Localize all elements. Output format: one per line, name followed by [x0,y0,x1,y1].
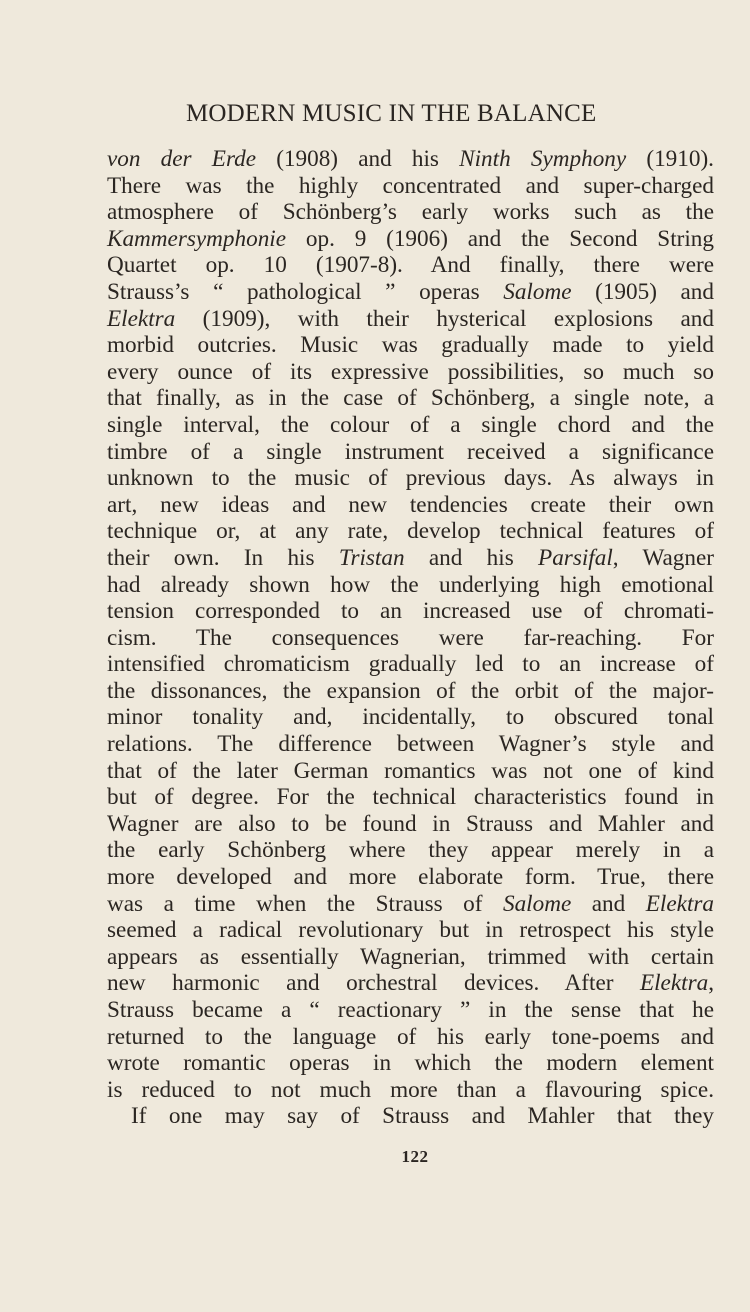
text-segment: intensified chromaticism gradually led to an increase of [107,651,714,678]
text-line [107,758,714,785]
text-line [107,306,714,333]
text-line [107,146,714,173]
text-line [107,492,714,519]
text-line [107,572,714,599]
text-segment: There was the highly concentrated and super-charged [107,172,714,199]
italic-title: Elektra [107,305,176,332]
body-text [107,146,714,1130]
italic-title: Elektra [645,890,714,917]
text-line [107,944,714,971]
text-line [107,811,714,838]
text-segment: every ounce of its expressive possibilities, so much so [107,358,714,385]
text-line [107,1050,714,1077]
text-segment: relations. The difference between Wagner’s style and [107,731,714,758]
text-segment: op. 9 (1906) and the Second String [286,225,714,252]
text-segment: that of the later German romantics was not one of kind [107,757,714,784]
text-segment: Strauss became a “ reactionary ” in the sense that he [107,997,714,1023]
text-line [107,173,714,200]
text-segment: but of degree. For the technical characteristics found in [107,784,714,811]
text-segment: was a time when the Strauss of [107,890,503,917]
text-segment: art, new ideas and new tendencies create their own [107,491,714,518]
text-line [107,651,714,678]
italic-title: Tristan [338,544,405,571]
text-segment: had already shown how the underlying high emotional [107,571,714,598]
text-segment: , [708,970,714,997]
text-line [107,199,714,226]
text-line [107,625,714,652]
text-line [107,1024,714,1051]
text-segment: appears as essentially Wagnerian, trimmed with certain [107,943,714,970]
text-line [107,678,714,705]
text-segment: minor tonality and, incidentally, to obscured tonal [107,704,714,731]
text-line [107,917,714,944]
text-segment: is reduced to not much more than a flavouring spice. [107,1076,714,1103]
text-segment: unknown to the music of previous days. As always in [107,465,714,492]
text-segment: returned to the language of his early tone-poems and [107,1023,714,1050]
text-line [107,332,714,359]
text-segment: and [571,890,646,917]
italic-title: Salome [503,278,572,305]
text-line [107,279,714,306]
page-number: 122 [401,1147,429,1166]
text-segment: atmosphere of Schönberg’s early works such as the [107,199,714,226]
text-line [107,837,714,864]
text-segment: If one may say of Strauss and Mahler that they [131,1103,714,1130]
text-line [107,598,714,625]
text-segment: (1905) and [571,278,714,305]
text-line [107,891,714,918]
text-segment: more developed and more elaborate form. True, there [107,864,714,891]
text-segment: Strauss’s “ pathological ” operas [107,278,504,305]
text-segment: (1908) and his [256,146,460,172]
italic-title: von der Erde [107,146,256,172]
text-line [107,1103,714,1130]
text-segment: the early Schönberg where they appear merely in a [107,837,714,864]
text-segment: technique or, at any rate, develop technical features of [107,518,714,545]
text-segment: timbre of a single instrument received a significance [107,438,714,465]
text-segment: and his [404,544,539,571]
text-segment: that finally, as in the case of Schönberg, a single note, a [107,385,714,412]
text-segment: (1910). [626,146,714,172]
text-segment: cism. The consequences were far-reaching. For [107,624,714,651]
text-line [107,385,714,412]
text-segment: the dissonances, the expansion of the orbit of the major- [107,677,714,704]
text-segment: Quartet op. 10 (1907-8). And finally, there were [107,252,714,279]
text-segment: , Wagner [612,544,714,571]
text-line [107,518,714,545]
text-line [107,465,714,492]
text-segment: tension corresponded to an increased use of chromati- [107,598,714,625]
text-line [107,545,714,572]
italic-title: Parsifal [538,544,613,571]
text-segment: single interval, the colour of a single chord and the [107,411,714,438]
text-line [107,970,714,997]
text-line [107,704,714,731]
text-line [107,864,714,891]
text-line [107,359,714,386]
text-line [107,784,714,811]
text-line [107,412,714,439]
text-line [107,252,714,279]
text-segment: Wagner are also to be found in Strauss and Mahler and [107,810,714,837]
italic-title: Elektra [639,970,709,997]
italic-title: Ninth Symphony [459,146,627,172]
italic-title: Kammersymphonie [107,225,287,252]
text-segment: wrote romantic operas in which the modern element [107,1050,714,1077]
text-line [107,997,714,1024]
text-segment: their own. In his [107,544,339,571]
text-segment: (1909), with their hysterical explosions and [175,305,714,332]
running-head: MODERN MUSIC IN THE BALANCE [186,100,597,127]
text-line [107,439,714,466]
italic-title: Salome [502,890,572,917]
text-segment: morbid outcries. Music was gradually made to yield [107,332,714,359]
text-line [107,1077,714,1104]
text-segment: seemed a radical revolutionary but in retrospect his style [107,917,714,944]
text-line [107,731,714,758]
text-line [107,226,714,253]
text-segment: new harmonic and orchestral devices. After [107,970,640,997]
